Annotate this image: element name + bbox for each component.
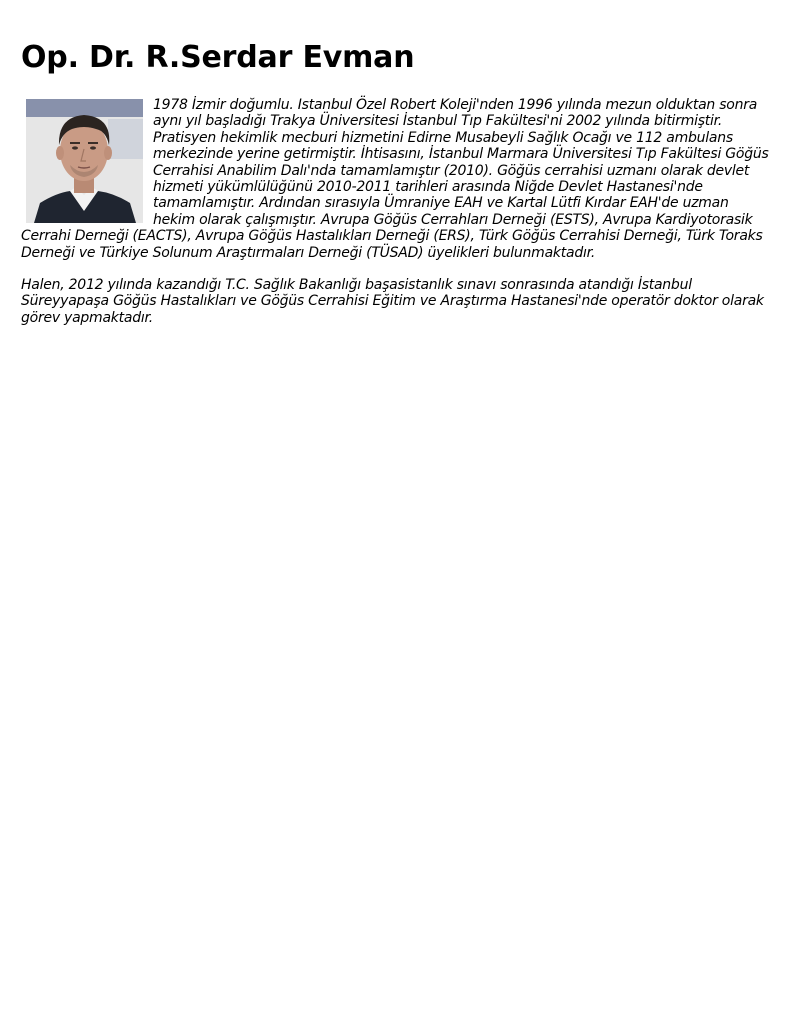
page-title: Op. Dr. R.Serdar Evman: [21, 40, 415, 75]
portrait-icon: [26, 99, 143, 223]
profile-page: [21, 38, 773, 326]
biography: [21, 97, 773, 326]
bio-paragraph-1: 1978 İzmir doğumlu. Istanbul Özel Robert Koleji'nden 1996 yılında mezun olduktan sonra aynı yıl başladığı Trakya Üniversitesi İstanbul Tıp Fakültesi'ni 2002 yılında bitirmiştir. Pratisyen hekimlik mecburi hizmetini Edirne Musabeyli Sağlık Ocağı ve 112 ambulans merkezinde yerine getirmiştir. İhtisasını, İstanbul Marmara Üniversitesi Tıp Fakültesi Göğüs Cerrahisi Anabilim Dalı'nda tamamlamıştır (2010). Göğüs cerrahisi uzmanı olarak devlet hizmeti yükümlülüğünü 2010-2011 tarihleri arasında Niğde Devlet Hastanesi'nde tamamlamıştır. Ardından sırasıyla Ümraniye EAH ve Kartal Lütfi Kırdar EAH'de uzman hekim olarak çalışmıştır. Avrupa Göğüs Cerrahları Derneği (ESTS), Avrupa Kardiyotorasik Cerrahi Derneği (EACTS), Avrupa Göğüs Hastalıkları Derneği (ERS), Türk Göğüs Cerrahisi Derneği, Türk Toraks Derneği ve Türkiye Solunum Araştırmaları Derneği (TÜSAD) üyelikleri bulunmaktadır.: [21, 97, 769, 261]
portrait-photo: [26, 99, 143, 223]
bio-paragraph-2: Halen, 2012 yılında kazandığı T.C. Sağlık Bakanlığı başasistanlık sınavı sonrasında atandığı İstanbul Süreyyapaşa Göğüs Hastalıkları ve Göğüs Cerrahisi Eğitim ve Araştırma Hastanesi'nde operatör doktor olarak görev yapmaktadır.: [21, 277, 764, 326]
